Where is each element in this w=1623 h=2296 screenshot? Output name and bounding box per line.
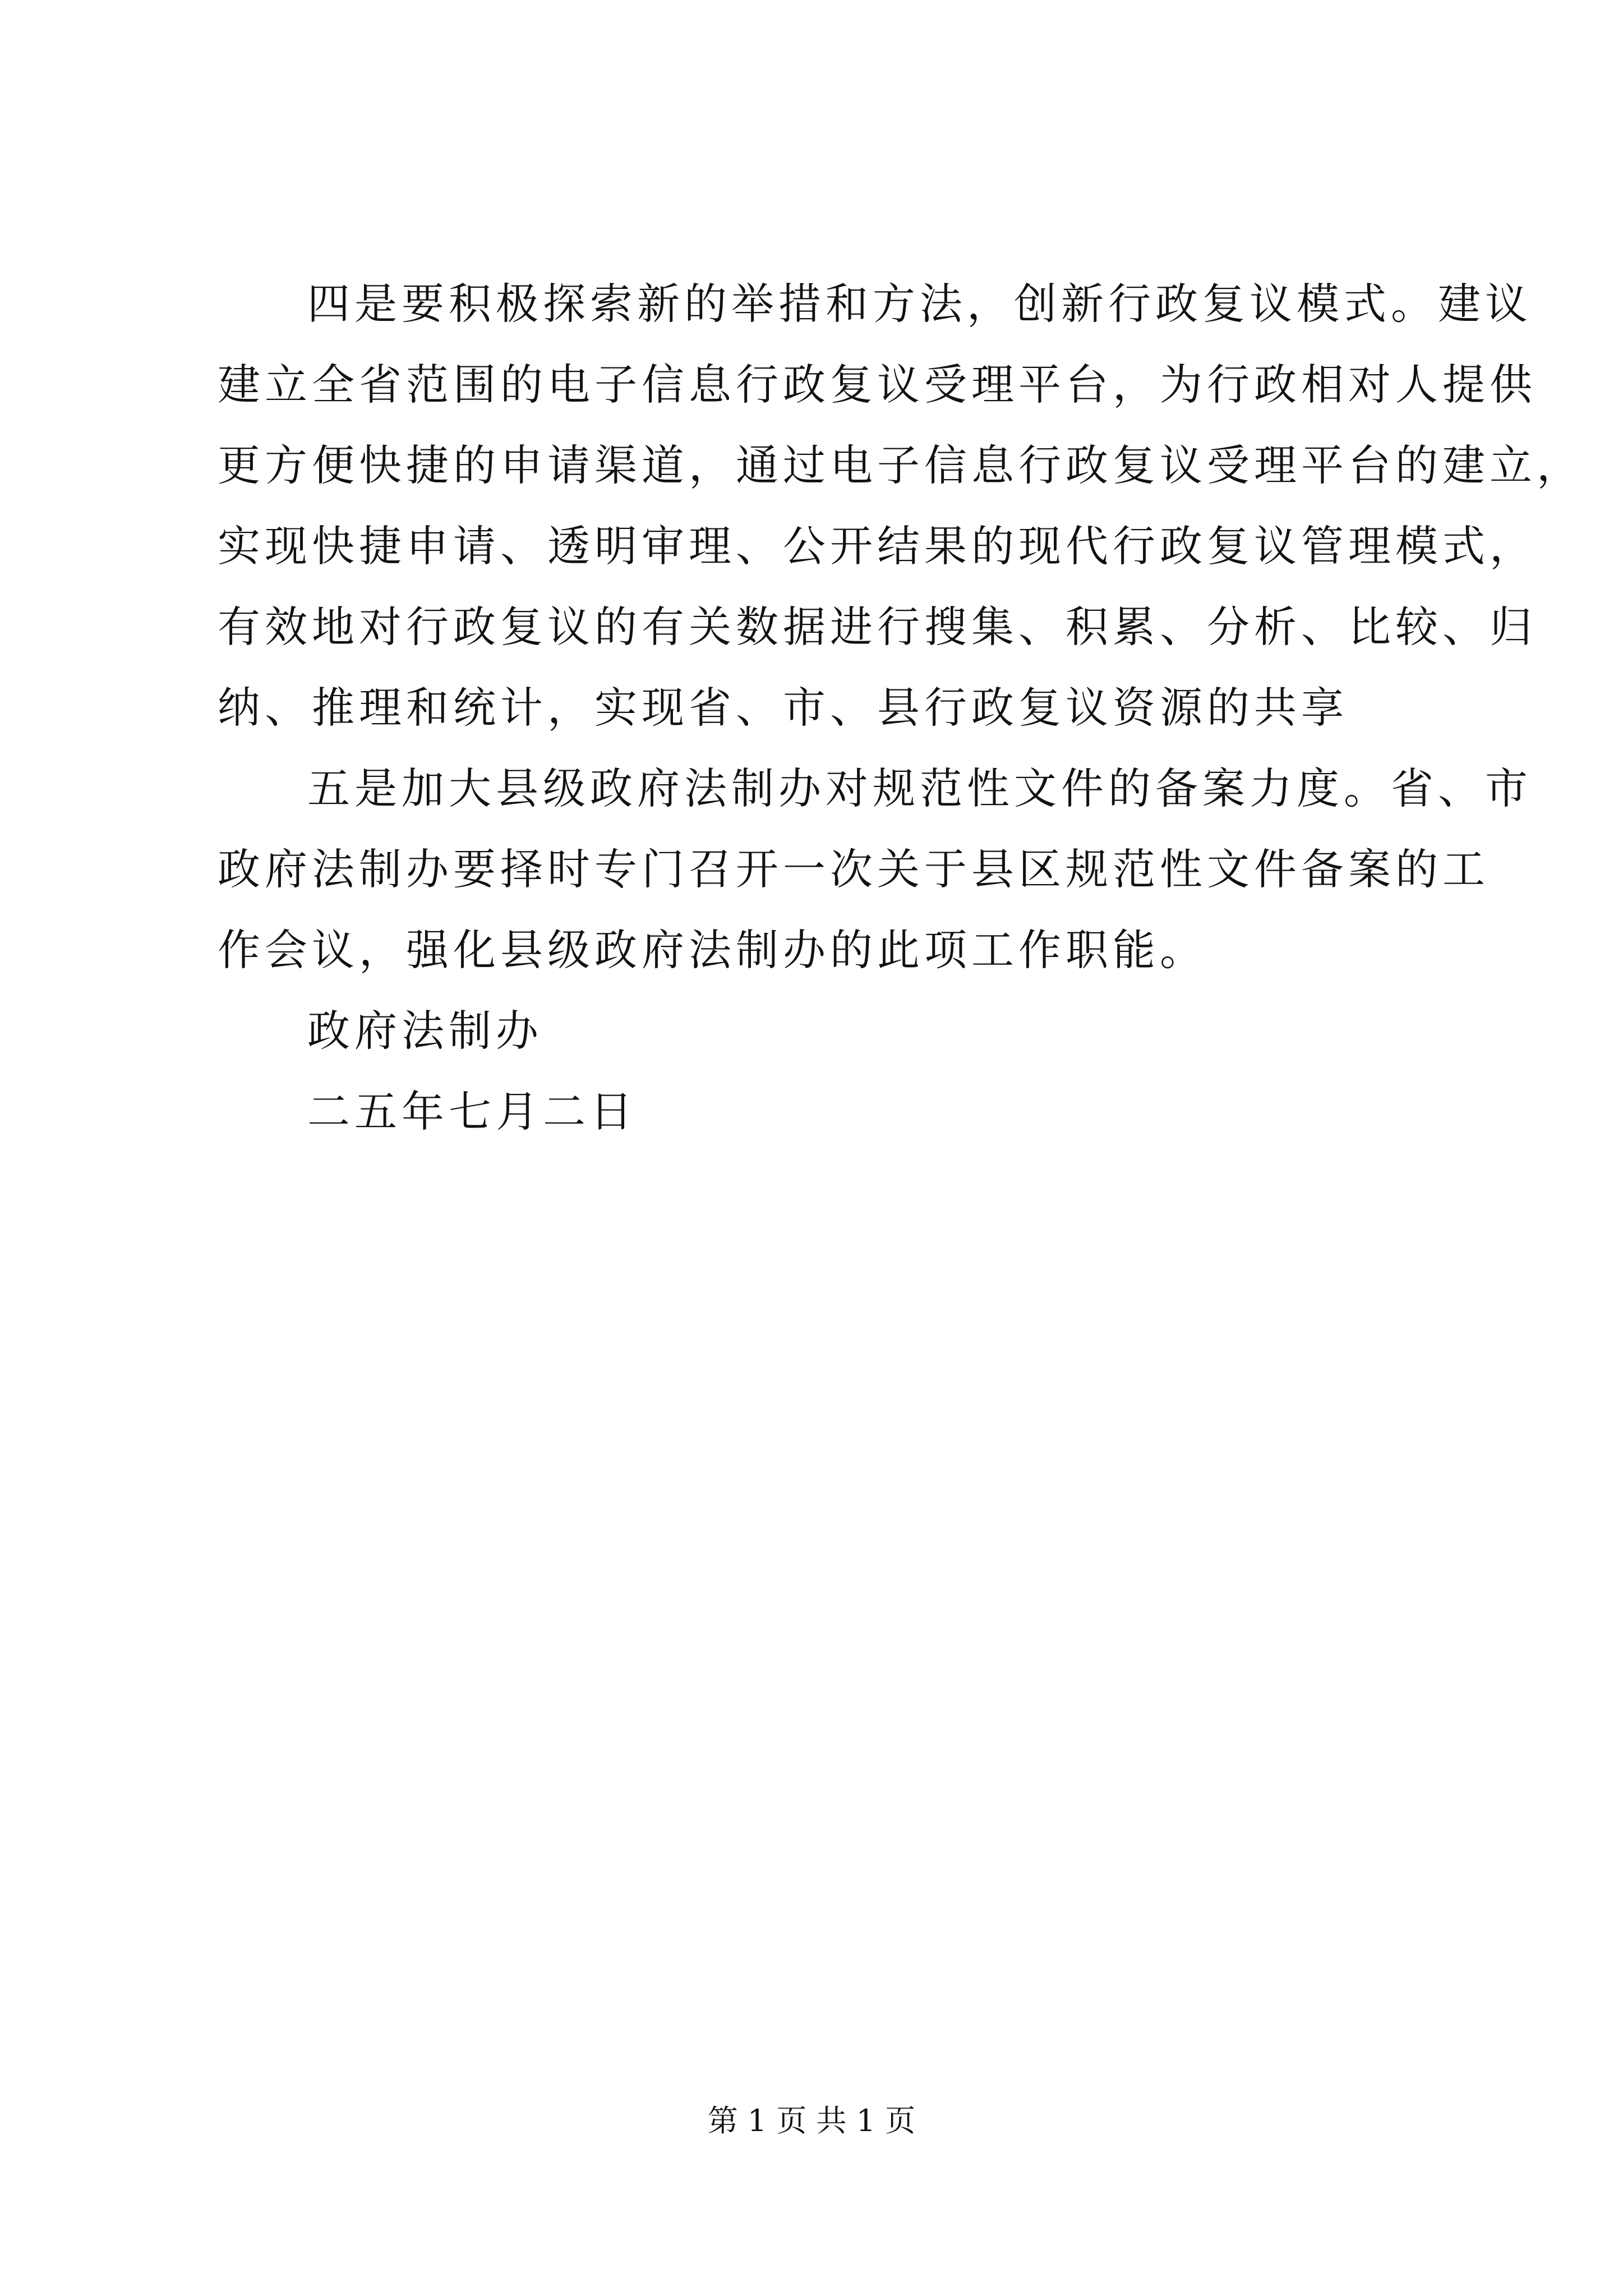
paragraph-4-line-2: 建立全省范围的电子信息行政复议受理平台，为行政相对人提供 [218,360,1537,409]
signature-organization: 政府法制办 [307,1006,543,1056]
page-footer [0,2101,1623,2141]
signature-date: 二五年七月二日 [307,1087,637,1137]
paragraph-4-line-3: 更方便快捷的申请渠道，通过电子信息行政复议受理平台的建立， [218,440,1584,490]
document-body [218,264,1584,1152]
paragraph-4-line-5: 有效地对行政复议的有关数据进行搜集、积累、分析、比较、归 [218,602,1537,652]
paragraph-5-line-2: 政府法制办要择时专门召开一次关于县区规范性文件备案的工 [218,844,1490,894]
paragraph-4-line-1: 四是要积极探索新的举措和方法，创新行政复议模式。建议 [307,279,1532,329]
page-number-label: 第 1 页 共 1 页 [707,2103,916,2138]
paragraph-5-line-1: 五是加大县级政府法制办对规范性文件的备案力度。省、市 [307,763,1532,813]
paragraph-5-line-3: 作会议，强化县级政府法制办的此项工作职能。 [218,925,1207,975]
paragraph-4-line-4: 实现快捷申请、透明审理、公开结果的现代行政复议管理模式， [218,521,1537,571]
paragraph-4-line-6: 纳、推理和统计，实现省、市、县行政复议资源的共享 [218,683,1348,733]
